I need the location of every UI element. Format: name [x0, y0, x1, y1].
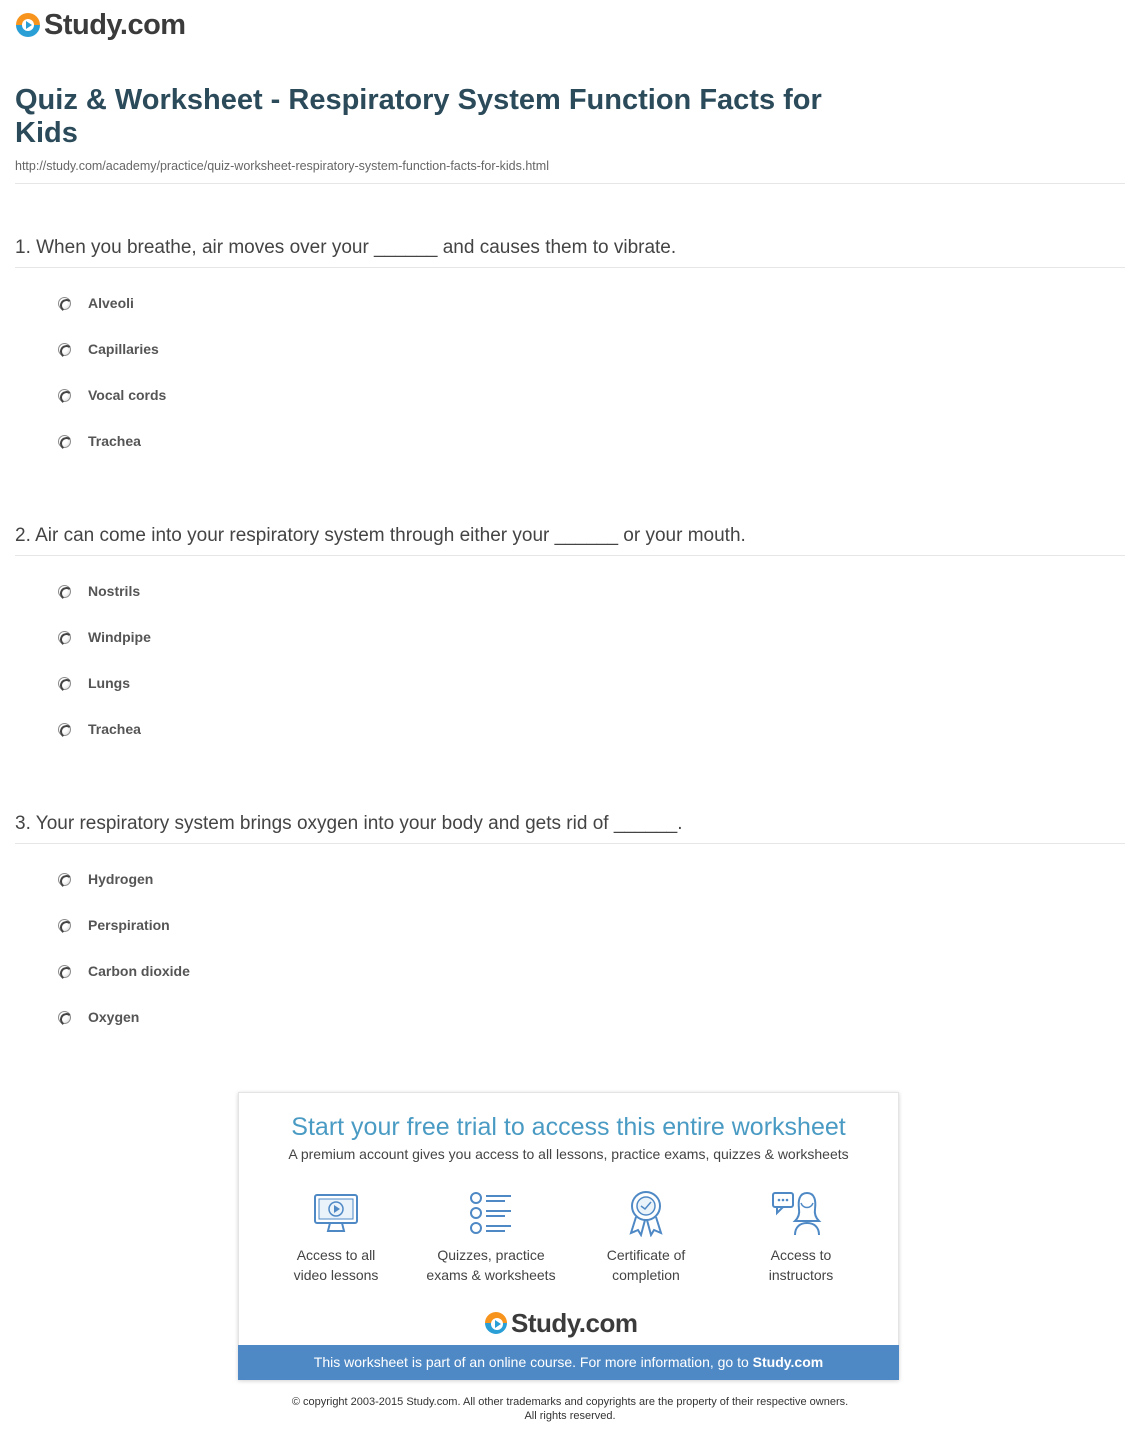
option-q1-c[interactable]	[58, 385, 166, 405]
option-q3-a[interactable]	[58, 869, 153, 889]
promo-study-logo[interactable]	[485, 1307, 637, 1339]
study-logo-icon	[16, 13, 40, 37]
promo-title[interactable]: Start your free trial to access this entire worksheet	[291, 1113, 846, 1141]
option-q1-d[interactable]	[58, 431, 141, 451]
option-q2-a[interactable]	[58, 581, 140, 601]
option-q1-a[interactable]	[58, 293, 134, 313]
feature-certificate	[571, 1189, 721, 1285]
divider	[15, 183, 1125, 184]
option-label: Capillaries	[88, 341, 159, 357]
feature-label: Access to all video lessons	[293, 1247, 379, 1283]
option-label: Vocal cords	[88, 387, 167, 403]
promo-info-bar[interactable]	[238, 1345, 899, 1380]
radio-button[interactable]	[58, 677, 71, 690]
option-q2-d[interactable]	[58, 719, 141, 739]
feature-label: Access to instructors	[768, 1247, 834, 1283]
promo-bar-link[interactable]: Study.com	[752, 1354, 824, 1370]
option-q2-c[interactable]	[58, 673, 130, 693]
feature-label: Certificate of completion	[606, 1247, 686, 1283]
option-label: Perspiration	[88, 917, 170, 933]
question-3: 3. Your respiratory system brings oxygen into your body and gets rid of ______.	[15, 813, 683, 834]
radio-button[interactable]	[58, 631, 71, 644]
option-label: Alveoli	[88, 295, 134, 311]
feature-label: Quizzes, practice exams & worksheets	[426, 1247, 556, 1283]
option-q3-d[interactable]	[58, 1007, 139, 1027]
radio-button[interactable]	[58, 297, 71, 310]
instructor-icon	[771, 1189, 831, 1237]
promo-bar-text: This worksheet is part of an online course. For more information, go to	[313, 1354, 749, 1370]
video-lessons-icon	[312, 1189, 360, 1237]
copyright-line: © copyright 2003-2015 Study.com. All other trademarks and copyrights are the property of their respective owners.	[291, 1396, 849, 1408]
option-label: Windpipe	[88, 629, 151, 645]
feature-quizzes	[416, 1189, 566, 1285]
logo-text: Study.com	[511, 1308, 638, 1338]
promo-subtitle: A premium account gives you access to all lessons, practice exams, quizzes & worksheets	[288, 1146, 849, 1162]
page-url: http://study.com/academy/practice/quiz-worksheet-respiratory-system-function-facts-for-kids.html	[15, 159, 549, 173]
radio-button[interactable]	[58, 919, 71, 932]
divider	[15, 555, 1125, 556]
option-label: Lungs	[88, 675, 130, 691]
feature-instructors	[726, 1189, 876, 1285]
option-label: Trachea	[88, 721, 141, 737]
option-label: Hydrogen	[88, 871, 154, 887]
radio-button[interactable]	[58, 723, 71, 736]
option-label: Carbon dioxide	[88, 963, 190, 979]
question-1: 1. When you breathe, air moves over your ______ and causes them to vibrate.	[15, 237, 677, 258]
study-logo[interactable]	[16, 9, 186, 41]
divider	[15, 843, 1125, 844]
radio-button[interactable]	[58, 965, 71, 978]
rights-line: All rights reserved.	[524, 1410, 616, 1422]
option-q3-b[interactable]	[58, 915, 170, 935]
radio-button[interactable]	[58, 873, 71, 886]
radio-button[interactable]	[58, 389, 71, 402]
study-logo-icon	[485, 1312, 507, 1334]
option-q2-b[interactable]	[58, 627, 151, 647]
feature-video-lessons	[261, 1189, 411, 1285]
radio-button[interactable]	[58, 1011, 71, 1024]
question-2: 2. Air can come into your respiratory system through either your ______ or your mouth.	[15, 525, 746, 546]
copyright-footer	[0, 1395, 1140, 1423]
page-title: Quiz & Worksheet - Respiratory System Function Facts for Kids	[15, 84, 822, 149]
option-label: Trachea	[88, 433, 141, 449]
option-q1-b[interactable]	[58, 339, 159, 359]
option-q3-c[interactable]	[58, 961, 190, 981]
quiz-list-icon	[467, 1189, 515, 1237]
option-label: Oxygen	[88, 1009, 140, 1025]
divider	[15, 267, 1125, 268]
free-trial-promo[interactable]	[238, 1092, 899, 1380]
certificate-icon	[622, 1189, 670, 1237]
radio-button[interactable]	[58, 435, 71, 448]
radio-button[interactable]	[58, 585, 71, 598]
logo-text: Study.com	[44, 9, 186, 41]
radio-button[interactable]	[58, 343, 71, 356]
option-label: Nostrils	[88, 583, 141, 599]
